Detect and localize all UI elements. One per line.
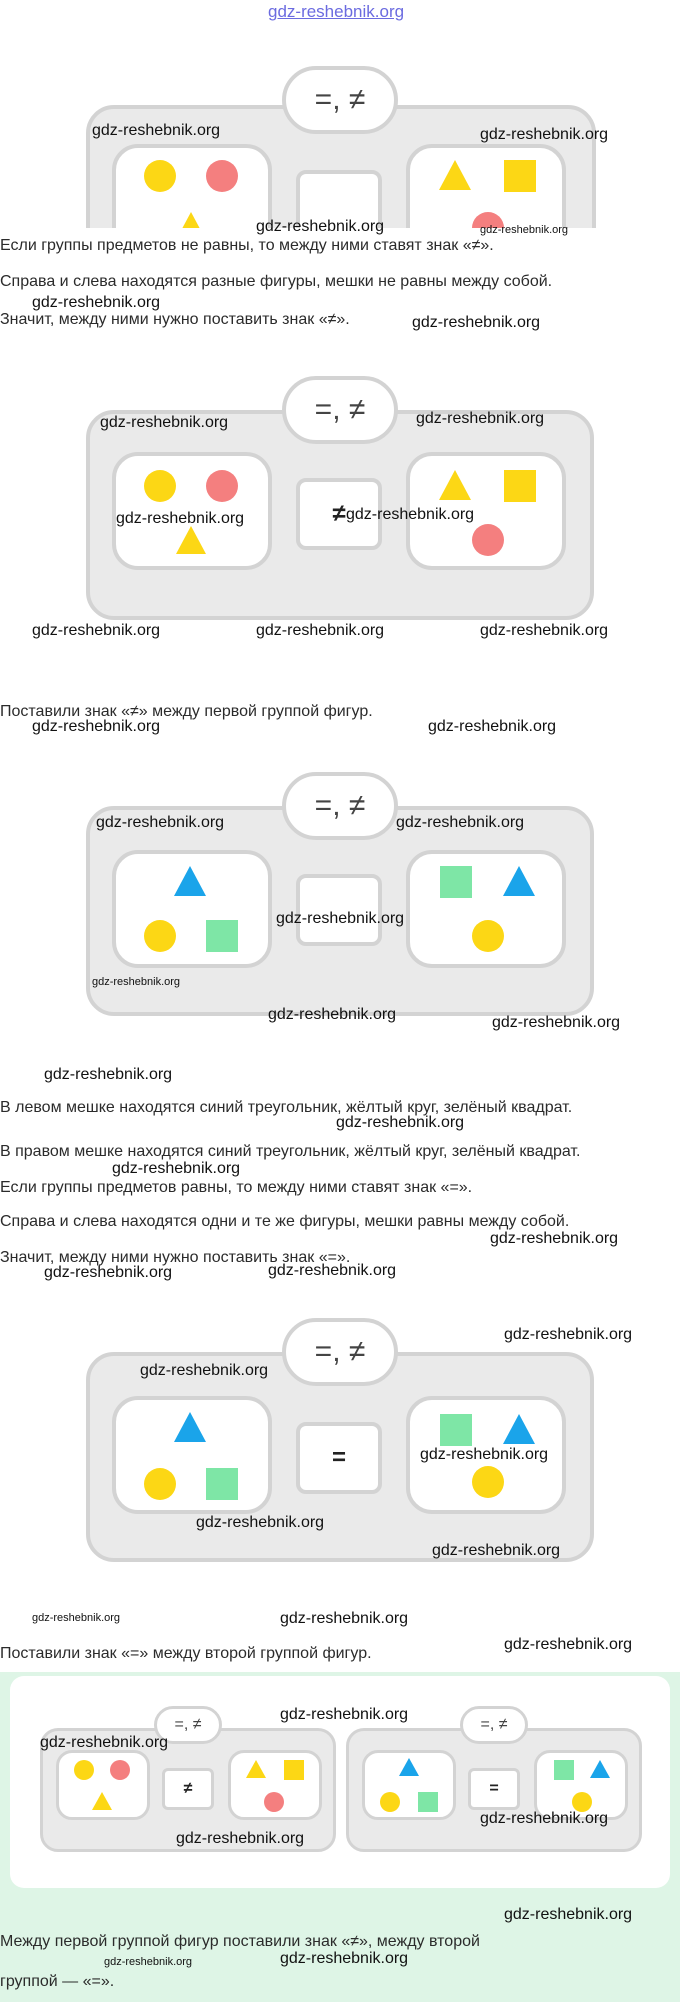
watermark: gdz-reshebnik.org [346,506,475,523]
site-link[interactable]: gdz-reshebnik.org [268,2,405,21]
watermark: gdz-reshebnik.org [504,1906,633,1923]
watermark: gdz-reshebnik.org [176,1830,305,1847]
paragraph: Значит, между ними нужно поставить знак «≠». [0,311,350,328]
red-circle-icon [264,1792,284,1812]
watermark: gdz-reshebnik.org [432,1542,561,1559]
watermark: gdz-reshebnik.org [196,1514,325,1531]
yellow-triangle-icon [176,212,206,228]
paragraph: Значит, между ними нужно поставить знак «=». [0,1249,351,1266]
paragraph: Справа и слева находятся одни и те же фигуры, мешки равны между собой. [0,1213,570,1230]
watermark: gdz-reshebnik.org [504,1326,633,1343]
paragraph: группой — «=». [0,1973,115,1990]
watermark: gdz-reshebnik.org [480,622,609,639]
yellow-triangle-icon [246,1760,266,1778]
watermark: gdz-reshebnik.org [40,1734,169,1751]
scheme-2 [0,372,680,632]
sign-tab-label: =, ≠ [314,393,366,426]
paragraph: Поставили знак «≠» между первой группой фигур. [0,703,373,720]
watermark: gdz-reshebnik.org [32,622,161,639]
sign-box[interactable] [468,1768,520,1810]
equal-sign: = [331,1444,346,1471]
yellow-circle-icon [380,1792,400,1812]
equal-sign: = [489,1780,499,1797]
watermark: gdz-reshebnik.org [32,718,161,735]
watermark: gdz-reshebnik.org [268,1006,397,1023]
blue-triangle-icon [503,1414,535,1444]
green-square-icon [440,1414,472,1446]
red-circle-icon [472,524,504,556]
yellow-triangle-icon [439,160,471,190]
yellow-circle-icon [74,1760,94,1780]
yellow-square-icon [284,1760,304,1780]
paragraph: Если группы предметов не равны, то между ними ставят знак «≠». [0,237,494,254]
yellow-circle-icon [144,160,176,192]
watermark: gdz-reshebnik.org [420,1446,549,1463]
watermark: gdz-reshebnik.org [256,622,385,639]
yellow-square-icon [504,160,536,192]
sign-tab [460,1706,528,1744]
watermark: gdz-reshebnik.org [412,314,541,331]
sign-box[interactable] [296,1422,382,1494]
watermark: gdz-reshebnik.org [32,1612,121,1624]
sign-tab [282,66,398,134]
paragraph: Между первой группой фигур поставили знак «≠», между второй [0,1933,480,1950]
green-square-icon [418,1792,438,1812]
not-equal-sign: ≠ [332,500,346,527]
yellow-circle-icon [144,920,176,952]
watermark: gdz-reshebnik.org [32,294,161,311]
watermark: gdz-reshebnik.org [416,410,545,427]
sign-tab-label: =, ≠ [174,1716,202,1733]
watermark: gdz-reshebnik.org [396,814,525,831]
watermark: gdz-reshebnik.org [104,1956,193,1968]
blue-triangle-icon [174,1412,206,1442]
yellow-triangle-icon [92,1792,112,1810]
green-square-icon [206,1468,238,1500]
sign-tab-label: =, ≠ [480,1716,508,1733]
blue-triangle-icon [174,866,206,896]
paragraph: Если группы предметов равны, то между ними ставят знак «=». [0,1179,473,1196]
yellow-triangle-icon [439,470,471,500]
scheme-1-cropped [0,60,680,228]
watermark: gdz-reshebnik.org [336,1114,465,1131]
paragraph: Поставили знак «=» между второй группой фигур. [0,1645,372,1662]
yellow-circle-icon [572,1792,592,1812]
sign-tab [282,376,398,444]
watermark: gdz-reshebnik.org [280,1706,409,1723]
watermark: gdz-reshebnik.org [480,224,569,236]
sign-box[interactable] [162,1768,214,1810]
watermark: gdz-reshebnik.org [268,1262,397,1279]
watermark: gdz-reshebnik.org [280,1610,409,1627]
yellow-square-icon [504,470,536,502]
scheme-4 [0,1316,680,1566]
paragraph: В правом мешке находятся синий треугольник, жёлтый круг, зелёный квадрат. [0,1143,581,1160]
sign-tab [282,772,398,840]
watermark: gdz-reshebnik.org [480,126,609,143]
green-square-icon [440,866,472,898]
watermark: gdz-reshebnik.org [44,1066,173,1083]
sign-tab [282,1318,398,1386]
watermark: gdz-reshebnik.org [92,976,181,988]
watermark: gdz-reshebnik.org [92,122,221,139]
watermark: gdz-reshebnik.org [256,218,385,235]
blue-triangle-icon [503,866,535,896]
yellow-circle-icon [472,920,504,952]
watermark: gdz-reshebnik.org [276,910,405,927]
yellow-circle-icon [144,470,176,502]
yellow-triangle-icon [176,526,206,554]
green-square-icon [206,920,238,952]
sign-tab-label: =, ≠ [314,1335,366,1368]
answer-scheme-2 [340,1700,680,1880]
paragraph: В левом мешке находятся синий треугольник, жёлтый круг, зелёный квадрат. [0,1099,573,1116]
watermark: gdz-reshebnik.org [480,1810,609,1827]
sign-tab-label: =, ≠ [314,83,366,116]
watermark: gdz-reshebnik.org [504,1636,633,1653]
not-equal-sign: ≠ [183,1780,193,1797]
green-square-icon [554,1760,574,1780]
watermark: gdz-reshebnik.org [44,1264,173,1281]
watermark: gdz-reshebnik.org [140,1362,269,1379]
answer-scheme-1 [0,1700,340,1880]
watermark: gdz-reshebnik.org [96,814,225,831]
red-circle-icon [206,470,238,502]
red-circle-icon [110,1760,130,1780]
sign-tab-label: =, ≠ [314,789,366,822]
watermark: gdz-reshebnik.org [490,1230,619,1247]
blue-triangle-icon [399,1758,419,1776]
watermark: gdz-reshebnik.org [428,718,557,735]
watermark: gdz-reshebnik.org [112,1160,241,1177]
yellow-circle-icon [472,1466,504,1498]
watermark: gdz-reshebnik.org [492,1014,621,1031]
red-circle-icon [206,160,238,192]
paragraph: Справа и слева находятся разные фигуры, мешки не равны между собой. [0,273,553,290]
blue-triangle-icon [590,1760,610,1778]
yellow-circle-icon [144,1468,176,1500]
watermark: gdz-reshebnik.org [100,414,229,431]
watermark: gdz-reshebnik.org [116,510,245,527]
watermark: gdz-reshebnik.org [280,1950,409,1967]
